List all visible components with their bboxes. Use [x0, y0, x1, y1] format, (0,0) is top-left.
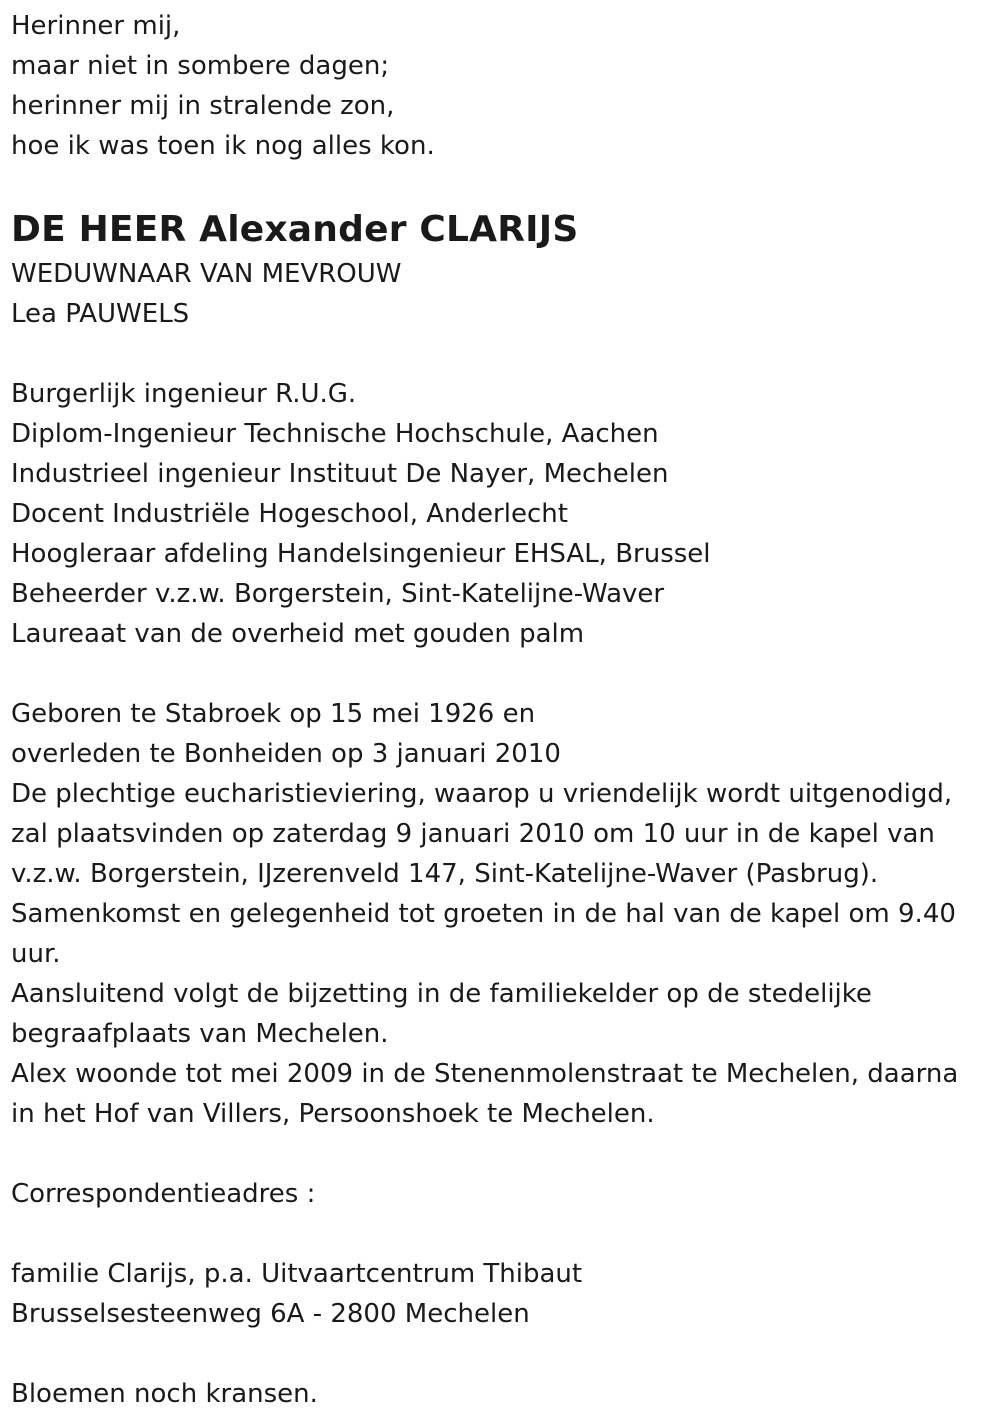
detail-line: begraafplaats van Mechelen. [11, 1019, 389, 1049]
title-item: Burgerlijk ingenieur R.U.G. [11, 379, 357, 409]
titles-list [11, 374, 1000, 654]
detail-line: Alex woonde tot mei 2009 in de Stenenmolenstraat te Mechelen, daarna [11, 1059, 959, 1089]
correspondence-address-line: Brusselsesteenweg 6A - 2800 Mechelen [11, 1299, 530, 1329]
closing-note: Bloemen noch kransen. [11, 1379, 318, 1409]
detail-line: in het Hof van Villers, Persoonshoek te Mechelen. [11, 1099, 655, 1129]
deceased-block [11, 210, 1000, 334]
title-item: Docent Industriële Hogeschool, Anderlecht [11, 499, 568, 529]
details-block [11, 694, 1000, 1134]
title-item: Hoogleraar afdeling Handelsingenieur EHSAL, Brussel [11, 539, 711, 569]
title-item: Beheerder v.z.w. Borgerstein, Sint-Katelijne-Waver [11, 579, 665, 609]
detail-line: uur. [11, 939, 61, 969]
detail-line: Samenkomst en gelegenheid tot groeten in de hal van de kapel om 9.40 [11, 899, 956, 929]
spouse-name: Lea PAUWELS [11, 299, 190, 329]
poem-line: maar niet in sombere dagen; [11, 51, 390, 81]
deceased-name: DE HEER Alexander CLARIJS [11, 209, 579, 250]
detail-line: overleden te Bonheiden op 3 januari 2010 [11, 739, 561, 769]
title-item: Diplom-Ingenieur Technische Hochschule, Aachen [11, 419, 659, 449]
title-item: Industrieel ingenieur Instituut De Nayer, Mechelen [11, 459, 669, 489]
detail-line: v.z.w. Borgerstein, IJzerenveld 147, Sint-Katelijne-Waver (Pasbrug). [11, 859, 879, 889]
detail-line: zal plaatsvinden op zaterdag 9 januari 2010 om 10 uur in de kapel van [11, 819, 935, 849]
title-item: Laureaat van de overheid met gouden palm [11, 619, 585, 649]
relation-text: WEDUWNAAR VAN MEVROUW [11, 259, 402, 289]
poem-line: herinner mij in stralende zon, [11, 91, 395, 121]
detail-line: De plechtige eucharistieviering, waarop u vriendelijk wordt uitgenodigd, [11, 779, 953, 809]
poem-line: hoe ik was toen ik nog alles kon. [11, 131, 435, 161]
correspondence-label: Correspondentieadres : [11, 1179, 316, 1209]
correspondence-address-line: familie Clarijs, p.a. Uitvaartcentrum Thibaut [11, 1259, 583, 1289]
correspondence-block [11, 1174, 1000, 1334]
poem-line: Herinner mij, [11, 11, 181, 41]
detail-line: Geboren te Stabroek op 15 mei 1926 en [11, 699, 536, 729]
poem [11, 6, 1000, 166]
detail-line: Aansluitend volgt de bijzetting in de familiekelder op de stedelijke [11, 979, 872, 1009]
